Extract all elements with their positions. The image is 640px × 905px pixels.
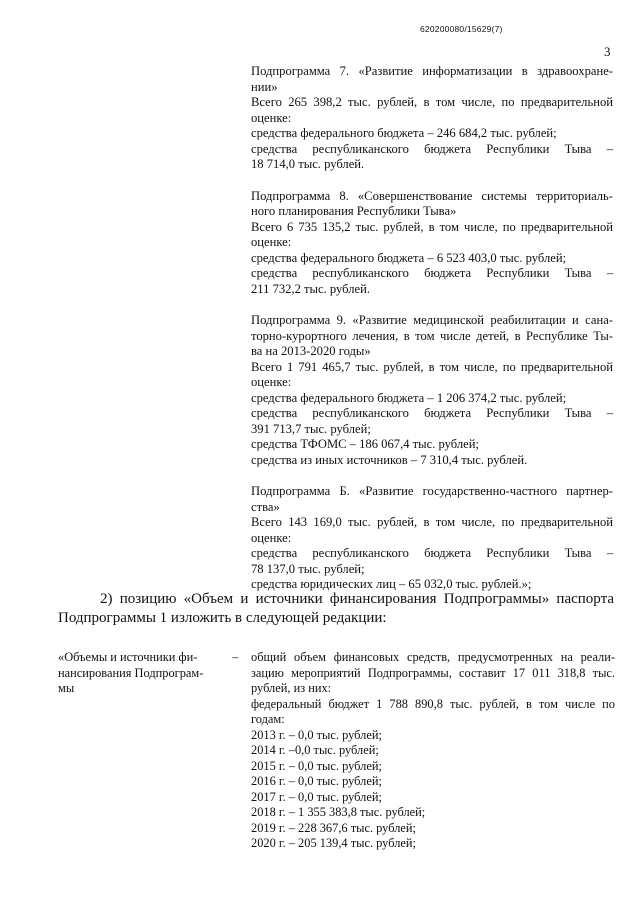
parameter-dash: –	[232, 650, 239, 664]
text-line: средства юридических лиц – 65 032,0 тыс. рублей.»;	[251, 577, 532, 591]
parameter-value	[251, 650, 615, 852]
text-line: средства федерального бюджета – 1 206 374,2 тыс. рублей;	[251, 390, 567, 405]
text-line: 2013 г. – 0,0 тыс. рублей;	[251, 727, 382, 742]
text-line: ства»	[251, 499, 280, 514]
text-line: Всего 1 791 465,7 тыс. рублей, в том числе, по предварительной	[251, 359, 613, 374]
text-line: нии»	[251, 79, 278, 94]
item-2-paragraph	[58, 590, 614, 628]
subprogram-7-block	[251, 64, 613, 173]
subprogram-9-block	[251, 313, 613, 468]
text-line: 2017 г. – 0,0 тыс. рублей;	[251, 789, 382, 804]
text-line: средства ТФОМС – 186 067,4 тыс. рублей;	[251, 437, 479, 451]
subprogram-b-block	[251, 484, 613, 593]
text-line: федеральный бюджет 1 788 890,8 тыс. рублей, в том числе по	[251, 696, 615, 711]
text-line: 2014 г. –0,0 тыс. рублей;	[251, 743, 379, 757]
text-line: средства федерального бюджета – 246 684,2 тыс. рублей;	[251, 126, 557, 140]
text-line: 2020 г. – 205 139,4 тыс. рублей;	[251, 836, 416, 850]
text-line: 78 137,0 тыс. рублей;	[251, 561, 365, 576]
text-line: Подпрограмма 9. «Развитие медицинской реабилитации и сана-	[251, 313, 613, 327]
text-line: средства республиканского бюджета Республики Тыва –	[251, 406, 613, 420]
text-line: Всего 265 398,2 тыс. рублей, в том числе, по предварительной	[251, 95, 613, 109]
subprogram-blocks	[251, 64, 613, 609]
text-line: ва на 2013-2020 годы»	[251, 344, 371, 358]
text-line: 2019 г. – 228 367,6 тыс. рублей;	[251, 820, 416, 835]
text-line: 2015 г. – 0,0 тыс. рублей;	[251, 758, 382, 773]
text-line: 2016 г. – 0,0 тыс. рублей;	[251, 774, 382, 788]
item-2-line: Подпрограммы 1 изложить в следующей редакции:	[58, 610, 387, 626]
text-line: Подпрограмма 8. «Совершенствование системы территориаль-	[251, 188, 613, 203]
text-line: Всего 143 169,0 тыс. рублей, в том числе, по предварительной	[251, 515, 613, 529]
text-line: средства республиканского бюджета Республики Тыва –	[251, 546, 613, 560]
parameter-name	[58, 650, 218, 697]
text-line: оценке:	[251, 110, 292, 125]
text-line: оценке:	[251, 375, 292, 389]
text-line: средства из иных источников – 7 310,4 тыс. рублей.	[251, 452, 528, 467]
text-line: «Объемы и источники фи-	[58, 650, 198, 664]
item-2-line: 2) позицию «Объем и источники финансирования Подпрограммы» паспорта	[100, 591, 614, 607]
text-line: 2018 г. – 1 355 383,8 тыс. рублей;	[251, 805, 426, 819]
text-line: средства республиканского бюджета Республики Тыва –	[251, 266, 613, 280]
doc-code: 620200080/15629(7)	[420, 24, 503, 34]
text-line: ного планирования Республики Тыва»	[251, 204, 457, 218]
text-line: торно-курортного лечения, в том числе детей, в Республике Ты-	[251, 328, 613, 343]
text-line: Всего 6 735 135,2 тыс. рублей, в том числе, по предварительной	[251, 219, 613, 234]
text-line: оценке:	[251, 530, 292, 545]
text-line: общий объем финансовых средств, предусмотренных на реали-	[251, 650, 615, 664]
text-line: нансирования Подпрограм-	[58, 665, 204, 680]
text-line: 391 713,7 тыс. рублей;	[251, 421, 371, 436]
text-line: средства республиканского бюджета Республики Тыва –	[251, 141, 613, 156]
text-line: Подпрограмма Б. «Развитие государственно-частного партнер-	[251, 484, 613, 498]
text-line: 211 732,2 тыс. рублей.	[251, 281, 371, 296]
text-line: мы	[58, 681, 75, 695]
text-line: 18 714,0 тыс. рублей.	[251, 157, 365, 171]
subprogram-8-block	[251, 189, 613, 298]
text-line: оценке:	[251, 235, 292, 249]
page-number: 3	[604, 44, 611, 59]
text-line: годам:	[251, 712, 285, 726]
text-line: рублей, из них:	[251, 681, 332, 695]
text-line: Подпрограмма 7. «Развитие информатизации в здравоохране-	[251, 64, 613, 78]
text-line: зацию мероприятий Подпрограммы, составит 17 011 318,8 тыс.	[251, 665, 615, 680]
text-line: средства федерального бюджета – 6 523 403,0 тыс. рублей;	[251, 250, 567, 265]
